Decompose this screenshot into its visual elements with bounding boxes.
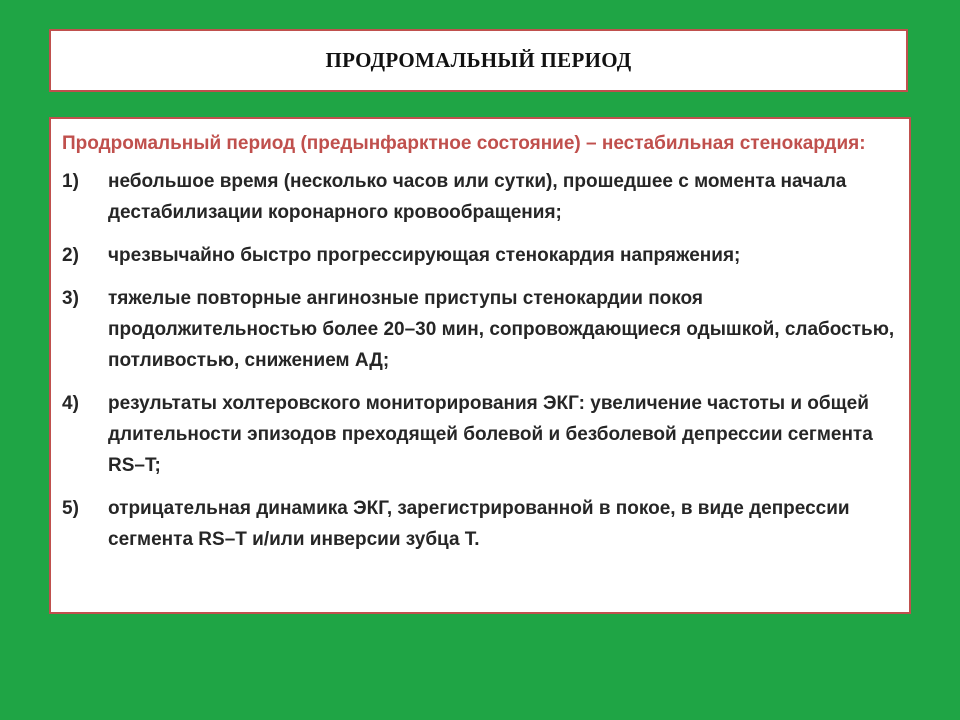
criteria-list xyxy=(62,166,895,555)
list-item-text: тяжелые повторные ангинозные приступы стенокардии покоя продолжительностью более 20–30 мин, сопровождающиеся одышкой, слабостью, потливостью, снижением АД; xyxy=(108,288,895,371)
list-item xyxy=(62,493,895,555)
list-item xyxy=(62,166,895,228)
list-item-text: небольшое время (несколько часов или сутки), прошедшее с момента начала дестабилизации коронарного кровообращения; xyxy=(108,171,847,223)
list-item xyxy=(62,240,895,271)
intro-text: Продромальный период (предынфарктное состояние) – нестабильная стенокардия: xyxy=(62,133,866,154)
slide-content-box xyxy=(49,117,911,614)
list-item-number: 3) xyxy=(62,288,79,309)
list-item-number: 1) xyxy=(62,171,79,192)
list-item-text: отрицательная динамика ЭКГ, зарегистрированной в покое, в виде депрессии сегмента RS–T и/или инверсии зубца Т. xyxy=(108,498,850,550)
list-item-text: результаты холтеровского мониторирования ЭКГ: увеличение частоты и общей длительности эпизодов преходящей болевой и безболевой депрессии сегмента RS–T; xyxy=(108,393,873,476)
list-item-text: чрезвычайно быстро прогрессирующая стенокардия напряжения; xyxy=(108,245,741,266)
list-item-number: 2) xyxy=(62,245,79,266)
list-item xyxy=(62,283,895,376)
list-item xyxy=(62,388,895,481)
list-item-number: 5) xyxy=(62,498,79,519)
list-item-number: 4) xyxy=(62,393,79,414)
slide-title: ПРОДРОМАЛЬНЫЙ ПЕРИОД xyxy=(325,48,632,72)
slide-title-box xyxy=(49,29,908,92)
